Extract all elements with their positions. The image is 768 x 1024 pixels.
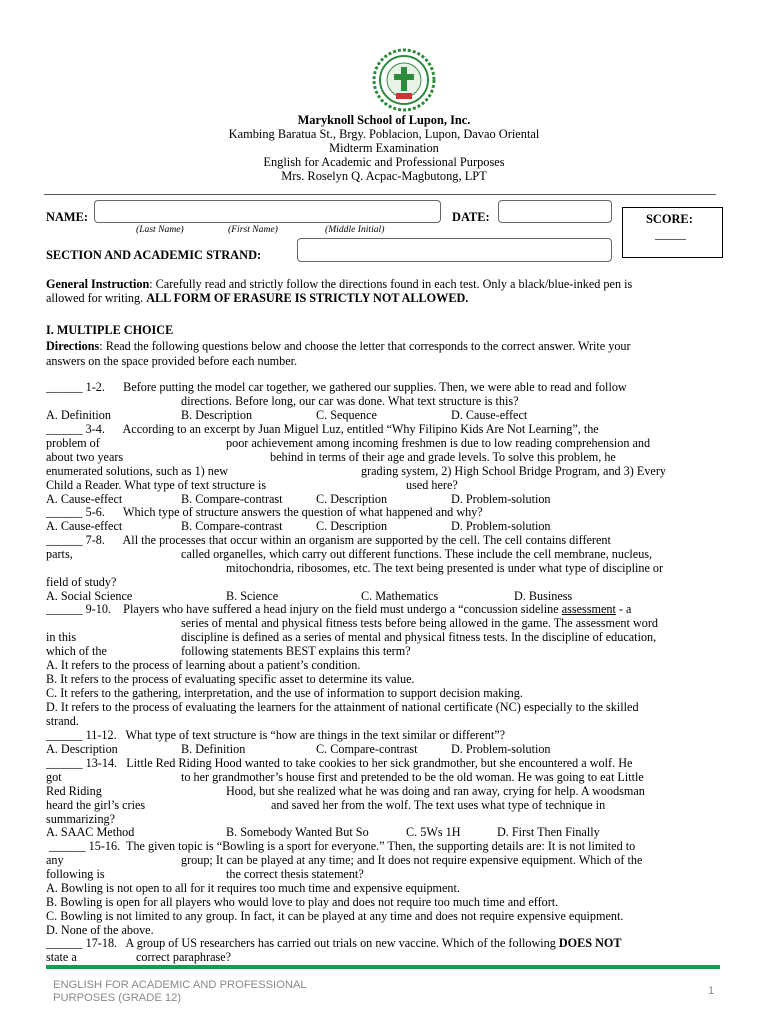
option: D. It refers to the process of evaluating the learners for the attainment of national certificate (NC) especially to the skilled [46, 700, 639, 714]
question-7-8-l2a: parts, [46, 547, 73, 561]
option: C. Description [316, 519, 388, 533]
question-7-8-l4: field of study? [46, 575, 117, 589]
page-number: 1 [708, 985, 715, 997]
question-15-16-l3b: the correct thesis statement? [226, 867, 364, 881]
question-3-4-l2b: poor achievement among incoming freshmen is due to low reading comprehension and [226, 436, 651, 450]
subject-title: English for Academic and Professional Purposes [263, 155, 505, 169]
exam-title: Midterm Examination [329, 141, 439, 155]
question-7-8: ______ 7-8. All the processes that occur within an organism are supported by the cell. The cell contains different [46, 533, 611, 547]
first-name-caption: (First Name) [228, 224, 278, 235]
question-3-4-l3b: behind in terms of their age and grade levels. To solve this problem, he [270, 450, 616, 464]
section-field[interactable] [297, 238, 612, 262]
question-13-14-l5: summarizing? [46, 812, 116, 826]
option: D. Problem-solution [451, 492, 551, 506]
question-9-10-l2: series of mental and physical fitness tests before being allowed in the game. The assessment word [181, 616, 658, 630]
option: D. First Then Finally [497, 825, 600, 839]
date-label: DATE: [452, 210, 490, 224]
option: B. Compare-contrast [181, 519, 283, 533]
option: C. It refers to the gathering, interpretation, and the use of information to support decision making. [46, 686, 523, 700]
option: D. Business [514, 589, 573, 603]
option: B. Compare-contrast [181, 492, 283, 506]
footer-grade: PURPOSES (GRADE 12) [53, 992, 182, 1004]
question-9-10-l4a: which of the [46, 644, 107, 658]
option: C. Mathematics [361, 589, 439, 603]
option: D. Problem-solution [451, 742, 551, 756]
footer-rule [46, 965, 720, 969]
question-15-16-l3a: following is [46, 867, 105, 881]
question-3-4: ______ 3-4. According to an excerpt by Juan Miguel Luz, entitled “Why Filipino Kids Are Not Learning”, the [46, 422, 599, 436]
question-15-16-l2b: group; It can be played at any time; and It does not require expensive equipment. Which of the [181, 853, 643, 867]
option: C. 5Ws 1H [406, 825, 461, 839]
option: A. It refers to the process of learning about a patient’s condition. [46, 658, 361, 672]
option: C. Sequence [316, 408, 377, 422]
option: A. Description [46, 742, 118, 756]
question-3-4-l5b: used here? [406, 478, 458, 492]
option-cont: strand. [46, 714, 79, 728]
question-3-4-l3a: about two years [46, 450, 124, 464]
section-label: SECTION AND ACADEMIC STRAND: [46, 248, 262, 262]
school-address: Kambing Baratua St., Brgy. Poblacion, Lupon, Davao Oriental [228, 127, 540, 141]
general-instruction-line1: General Instruction: Carefully read and strictly follow the directions found in each test. Only a black/blue-inked pen is [46, 277, 633, 291]
score-blank: _____ [655, 227, 686, 241]
question-7-8-l3: mitochondria, ribosomes, etc. The text being presented is under what type of discipline or [226, 561, 664, 575]
question-3-4-l4a: enumerated solutions, such as 1) new [46, 464, 229, 478]
question-3-4-l5a: Child a Reader. What type of text structure is [46, 478, 267, 492]
name-label: NAME: [46, 210, 88, 224]
question-13-14: ______ 13-14. Little Red Riding Hood wanted to take cookies to her sick grandmother, but she encountered a wolf. He [46, 756, 633, 770]
question-13-14-l2b: to her grandmother’s house first and pretended to be the old woman. He was going to eat Little [181, 770, 644, 784]
question-13-14-l4a: heard the girl’s cries [46, 798, 146, 812]
directions-line1: Directions: Read the following questions below and choose the letter that corresponds to the correct answer. Write your [46, 339, 631, 353]
question-1-2-cont: directions. Before long, our car was done. What text structure is this? [181, 394, 519, 408]
question-13-14-l4b: and saved her from the wolf. The text uses what type of technique in [271, 798, 606, 812]
question-3-4-l4b: grading system, 2) High School Bridge Program, and 3) Every [361, 464, 666, 478]
section-title: I. MULTIPLE CHOICE [46, 323, 174, 337]
question-13-14-l3a: Red Riding [46, 784, 102, 798]
question-13-14-l2a: got [46, 770, 62, 784]
option: B. Science [226, 589, 279, 603]
question-17-18: ______ 17-18. A group of US researchers has carried out trials on new vaccine. Which of the following DOES NOT [46, 936, 622, 950]
general-instruction-line2: allowed for writing. ALL FORM OF ERASURE IS STRICTLY NOT ALLOWED. [46, 291, 469, 305]
question-13-14-l3b: Hood, but she realized what he was doing and ran away, crying for help. A woodsman [226, 784, 645, 798]
question-3-4-l2a: problem of [46, 436, 100, 450]
question-9-10-l3a: in this [46, 630, 77, 644]
school-name: Maryknoll School of Lupon, Inc. [297, 113, 471, 127]
question-1-2: ______ 1-2. Before putting the model car together, we gathered our supplies. Then, we were able to read and follow [46, 380, 627, 394]
name-field[interactable] [94, 200, 441, 223]
header-divider [44, 194, 716, 195]
option: A. Bowling is not open to all for it requires too much time and expensive equipment. [46, 881, 460, 895]
option: D. Problem-solution [451, 519, 551, 533]
option: A. Definition [46, 408, 111, 422]
question-5-6: ______ 5-6. Which type of structure answers the question of what happened and why? [46, 505, 483, 519]
option: B. It refers to the process of evaluating specific asset to determine its value. [46, 672, 415, 686]
question-7-8-l2b: called organelles, which carry out different functions. These include the cell membrane, nucleus, [181, 547, 653, 561]
footer-course: ENGLISH FOR ACADEMIC AND PROFESSIONAL [53, 979, 307, 991]
option: A. Cause-effect [46, 492, 123, 506]
option: C. Description [316, 492, 388, 506]
option: D. None of the above. [46, 923, 154, 937]
date-field[interactable] [498, 200, 612, 223]
question-11-12: ______ 11-12. What type of text structure is “how are things in the text similar or different”? [46, 728, 506, 742]
option: A. Cause-effect [46, 519, 123, 533]
option: A. Social Science [46, 589, 133, 603]
question-9-10-l3b: discipline is defined as a series of mental and physical fitness tests. In the discipline of education, [181, 630, 657, 644]
score-label: SCORE: [646, 212, 693, 226]
option: B. Definition [181, 742, 246, 756]
general-instruction-label: General Instruction [46, 277, 150, 291]
option: C. Bowling is not limited to any group. In fact, it can be played at any time and does not require expensive equipment. [46, 909, 624, 923]
last-name-caption: (Last Name) [136, 224, 184, 235]
question-15-16: ______ 15-16. The given topic is “Bowling is a sport for everyone.” Then, the supporting details are: It is not limited to [46, 839, 636, 853]
question-15-16-l2a: any [46, 853, 64, 867]
middle-initial-caption: (Middle Initial) [325, 224, 385, 235]
option: C. Compare-contrast [316, 742, 418, 756]
option: B. Description [181, 408, 253, 422]
school-logo [372, 48, 436, 112]
option: B. Bowling is open for all players who would love to play and does not require too much time and effort. [46, 895, 559, 909]
teacher-name: Mrs. Roselyn Q. Acpac-Magbutong, LPT [281, 169, 487, 183]
question-9-10-l4b: following statements BEST explains this term? [181, 644, 411, 658]
option: A. SAAC Method [46, 825, 135, 839]
question-17-18-l2a: state a [46, 950, 77, 964]
option: B. Somebody Wanted But So [226, 825, 369, 839]
question-17-18-l2b: correct paraphrase? [136, 950, 232, 964]
directions-line2: answers on the space provided before each number. [46, 354, 298, 368]
question-9-10: ______ 9-10. Players who have suffered a head injury on the field must undergo a “concussion sideline assessment - a [46, 602, 632, 616]
option: D. Cause-effect [451, 408, 528, 422]
